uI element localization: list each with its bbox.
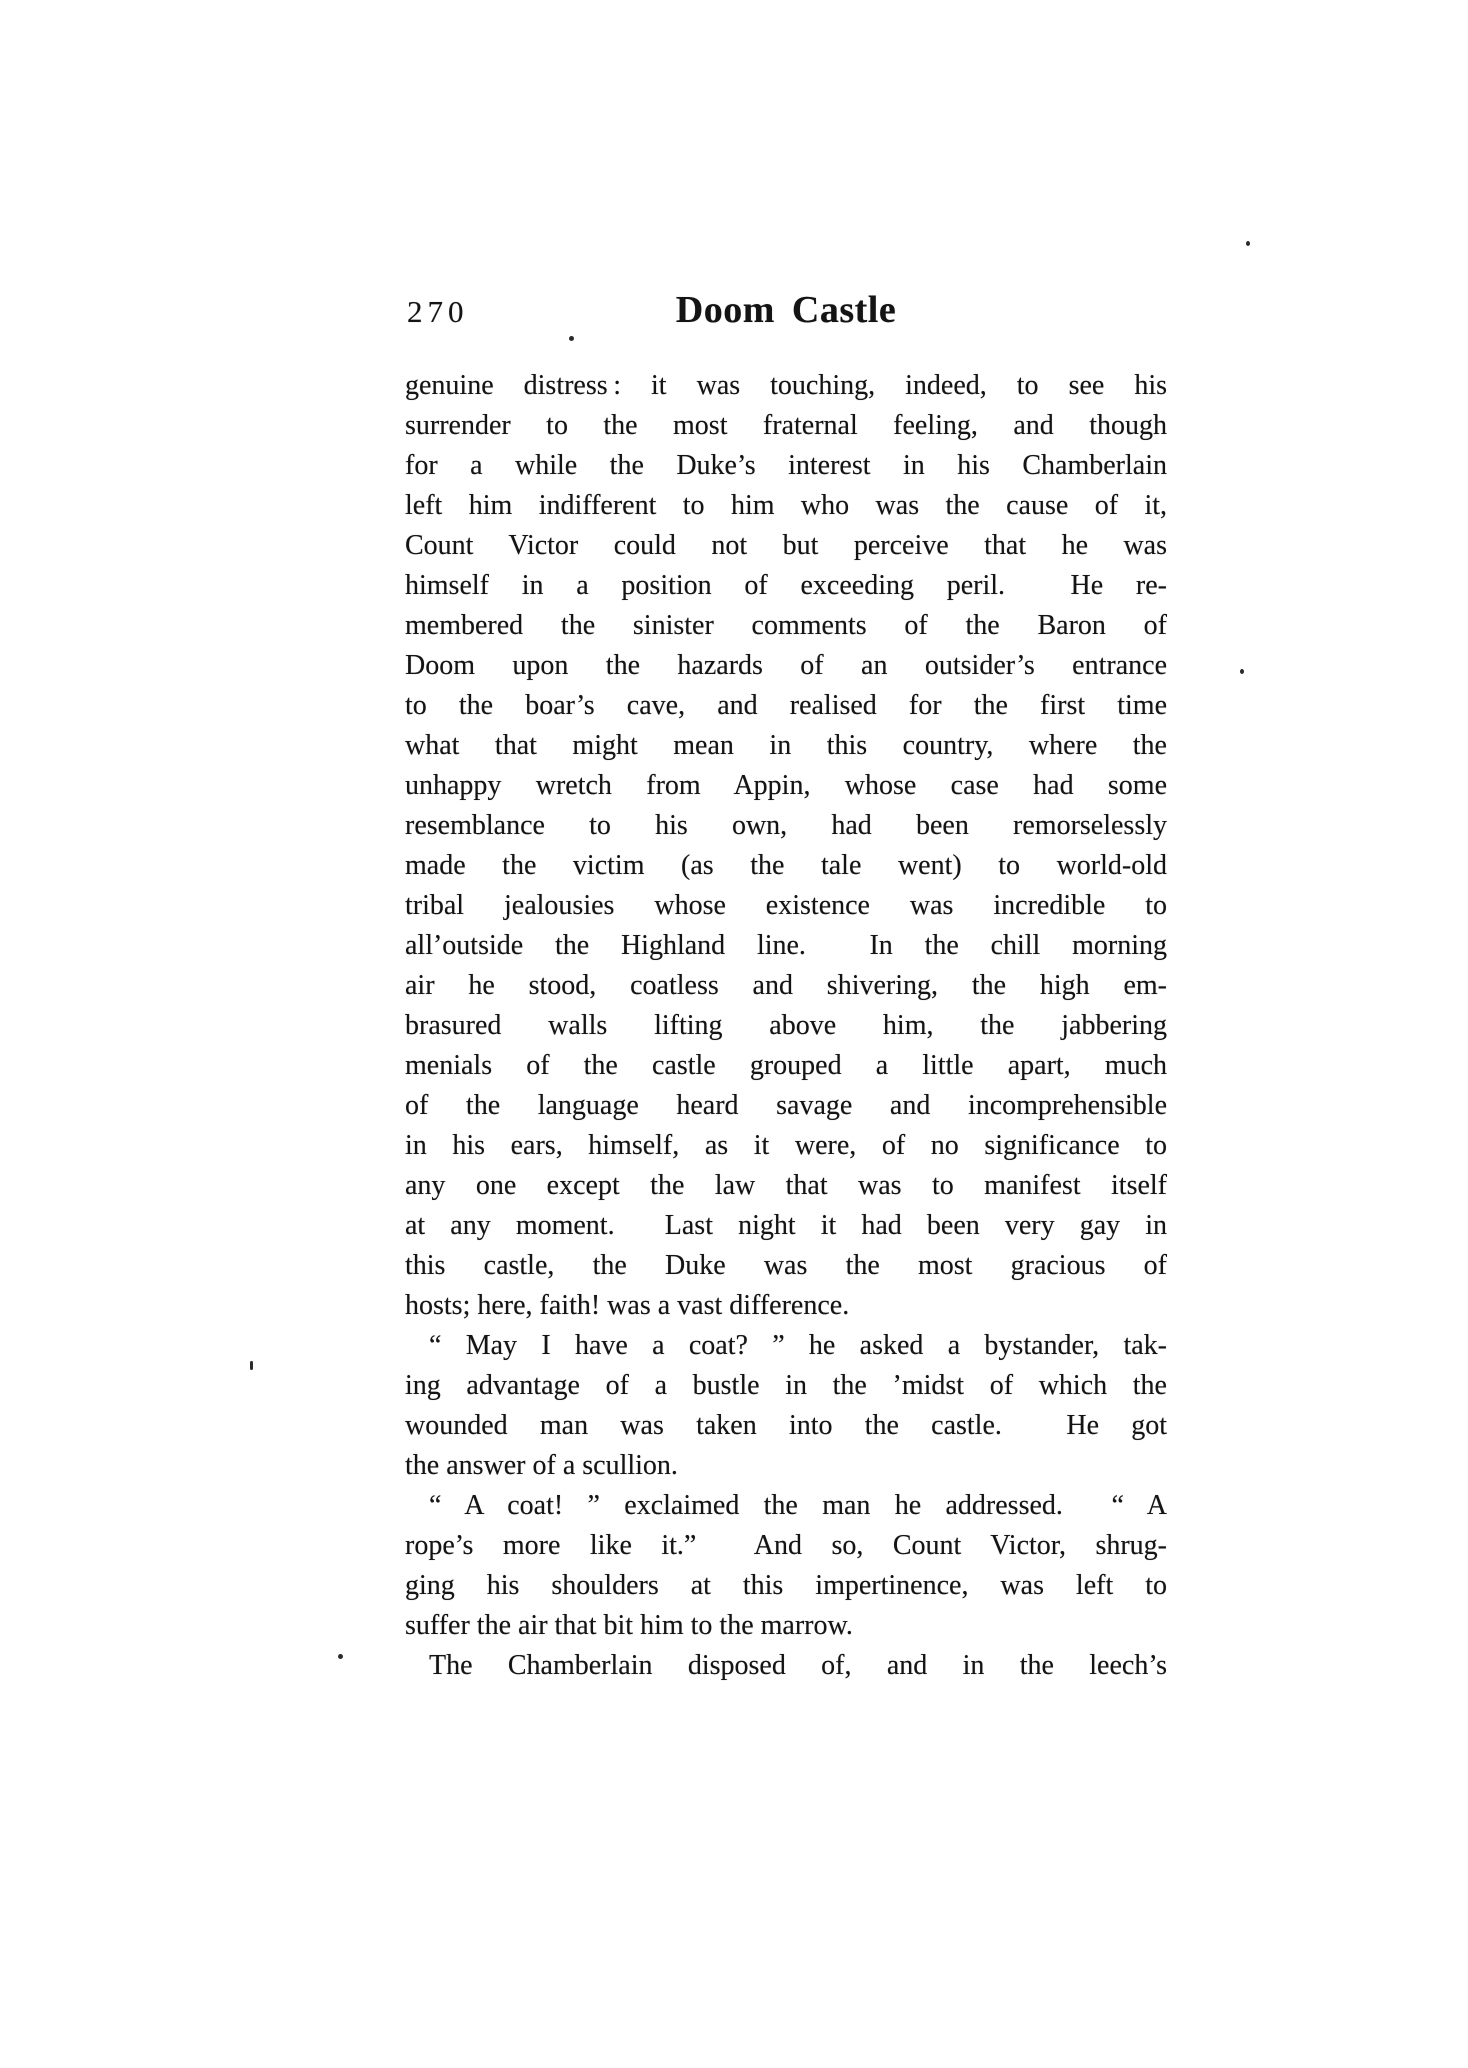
text-line: in his ears, himself, as it were, of no significance to — [405, 1130, 1167, 1161]
text-block — [405, 366, 1167, 1686]
text-line: made the victim (as the tale went) to world-old — [405, 850, 1167, 881]
text-line: resemblance to his own, had been remorselessly — [405, 810, 1167, 841]
text-line: surrender to the most fraternal feeling, and though — [405, 410, 1167, 441]
text-line: rope’s more like it.” And so, Count Victor, shrug- — [405, 1530, 1167, 1561]
text-line: of the language heard savage and incomprehensible — [405, 1090, 1167, 1121]
text-line: Count Victor could not but perceive that he was — [405, 530, 1167, 561]
text-line: tribal jealousies whose existence was incredible to — [405, 890, 1167, 921]
text-line: at any moment. Last night it had been very gay in — [405, 1210, 1167, 1241]
ink-speck — [1246, 241, 1250, 246]
text-line: ging his shoulders at this impertinence, was left to — [405, 1570, 1167, 1601]
text-line: Doom upon the hazards of an outsider’s entrance — [405, 650, 1167, 681]
text-line: what that might mean in this country, where the — [405, 730, 1167, 761]
text-line: “ May I have a coat? ” he asked a bystander, tak- — [429, 1330, 1167, 1361]
page-number: 270 — [407, 294, 469, 329]
text-line: unhappy wretch from Appin, whose case had some — [405, 770, 1167, 801]
ink-speck — [250, 1361, 253, 1370]
text-line: suffer the air that bit him to the marrow. — [405, 1610, 853, 1641]
text-line: membered the sinister comments of the Baron of — [405, 610, 1167, 641]
ink-speck — [338, 1654, 343, 1659]
text-line: genuine distress : it was touching, indeed, to see his — [405, 370, 1167, 401]
text-line: ing advantage of a bustle in the ’midst of which the — [405, 1370, 1167, 1401]
text-line: all’outside the Highland line. In the chill morning — [405, 930, 1167, 961]
text-line: menials of the castle grouped a little apart, much — [405, 1050, 1167, 1081]
text-line: the answer of a scullion. — [405, 1450, 678, 1481]
text-line: himself in a position of exceeding peril. He re- — [405, 570, 1167, 601]
text-line: for a while the Duke’s interest in his Chamberlain — [405, 450, 1167, 481]
text-line: any one except the law that was to manifest itself — [405, 1170, 1167, 1201]
text-line: The Chamberlain disposed of, and in the leech’s — [429, 1650, 1167, 1681]
text-line: wounded man was taken into the castle. He got — [405, 1410, 1167, 1441]
text-line: this castle, the Duke was the most gracious of — [405, 1250, 1167, 1281]
text-line: brasured walls lifting above him, the jabbering — [405, 1010, 1167, 1041]
text-line: to the boar’s cave, and realised for the first time — [405, 690, 1167, 721]
ink-speck — [1240, 669, 1244, 674]
running-title: Doom Castle — [675, 289, 897, 331]
text-line: air he stood, coatless and shivering, the high em- — [405, 970, 1167, 1001]
text-line: hosts; here, faith! was a vast difference. — [405, 1290, 850, 1321]
text-line: “ A coat! ” exclaimed the man he addressed. “ A — [429, 1490, 1167, 1521]
text-line: left him indifferent to him who was the cause of it, — [405, 490, 1167, 521]
ink-speck — [569, 336, 574, 341]
running-header — [405, 288, 1167, 336]
